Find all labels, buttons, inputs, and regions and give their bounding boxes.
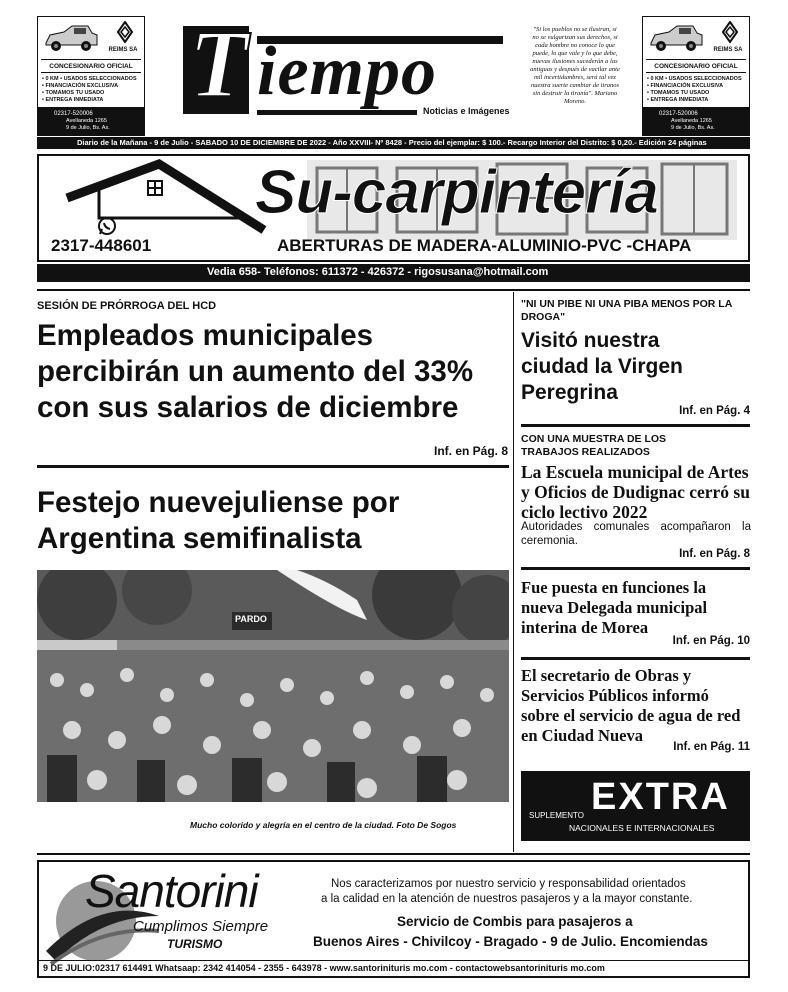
photo-caption: Mucho colorido y alegría en el centro de la ciudad. Foto De Sogos [190,820,457,830]
photo-sign: PARDO [235,614,267,624]
main-kicker: SESIÓN DE PRÓRROGA DEL HCD [37,300,217,312]
extra-title: EXTRA [591,776,730,818]
sidebar-dek: Autoridades comunales acompañaron la ceremonia. [521,521,751,547]
renault-logo-icon [722,21,738,43]
dealer-item: • FINANCIACIÓN EXCLUSIVA [647,83,724,89]
dealer-phone: 02317-520006 [659,111,698,117]
dealer-title: CONCESIONARIO OFICIAL [654,63,738,70]
dealer-item: • 0 KM • USADOS SELECCIONADOS [42,76,137,82]
dealer-brand: REIMS SA [713,47,743,53]
santorini-ad [37,860,750,978]
main-ref[interactable]: Inf. en Pág. 8 [433,444,508,458]
masthead-bar-bottom [257,110,417,115]
sidebar-headline[interactable]: Visitó nuestra ciudad la Virgen Peregrina [521,329,683,404]
dealer-item: • TOMAMOS TU USADO [42,90,105,96]
extra-supplement-box[interactable] [521,771,750,841]
dateline-bar [37,137,750,149]
carpinteria-tagline: ABERTURAS DE MADERA-ALUMINIO-PVC -CHAPA [277,236,692,255]
rule [37,465,509,468]
dealer-ad-right [642,16,750,136]
carpinteria-phone: 2317-448601 [51,236,152,255]
dateline: Diario de la Mañana - 9 de Julio - SABADO 10 DE DICIEMBRE DE 2022 - Año XXVIII- Nº 8428 - Precio del ejemplar: $ 100.- Recargo Interior del Distrito: $ 0,20.- Edición 24 páginas [77,138,707,147]
dealer-address: Avellaneda 1265 [671,118,712,124]
rule [521,424,750,427]
masthead-quote: "Si los pueblos no se ilustran, si no se vulgarizan sus derechos, si cada hombre no conoce lo que puede, lo que vale y lo que debe, nuevas ilusiones sucederán a las antiguas y después de vacilar ante mil incertidumbres, será tal vez nuestra suerte cambiar de tiranos sin destruir la tiranía". Mariano Moreno. [530,26,620,105]
dealer-item: • 0 KM • USADOS SELECCIONADOS [647,76,742,82]
santorini-slogan: Cumplimos Siempre [133,918,269,935]
extra-pre: SUPLEMENTO [529,811,584,820]
sidebar-kicker: "NI UN PIBE NI UNA PIBA MENOS POR LA DROGA" [521,298,732,323]
santorini-line1: Nos caracterizamos por nuestro servicio y responsabilidad orientados [331,878,686,890]
masthead [183,10,513,128]
dealer-city: 9 de Julio, Bs. As. [671,125,715,131]
rule [37,853,750,855]
carpinteria-contact-bar [37,264,750,282]
dealer-phone: 02317-520006 [54,111,93,117]
pickup-truck-image [647,23,705,55]
santorini-service: Servicio de Combis para pasajeros a [397,914,633,929]
sidebar-kicker: CON UNA MUESTRA DE LOS TRABAJOS REALIZADOS [521,433,667,458]
dealer-ad-left [37,16,145,136]
sidebar-ref[interactable]: Inf. en Pág. 4 [679,405,750,417]
masthead-title-first: T [189,10,248,117]
column-divider [513,292,514,852]
rule [521,567,750,570]
extra-sub: NACIONALES E INTERNACIONALES [569,823,715,833]
dealer-address: Avellaneda 1265 [66,118,107,124]
masthead-subtitle: Noticias e Imágenes [423,106,510,116]
santorini-routes: Buenos Aires - Chivilcoy - Bragado - 9 de Julio. Encomiendas [313,934,708,949]
second-headline[interactable]: Festejo nuevejuliense por Argentina semifinalista [37,486,400,555]
dealer-contact-strip [643,107,749,135]
santorini-footer: 9 DE JULIO:02317 614491 Whatsaap: 2342 414054 - 2355 - 643978 - www.santorinituris mo.com - contactowebsantorinituris mo.com [43,963,605,973]
pickup-truck-image [42,23,100,55]
carpinteria-contact: Vedia 658- Teléfonos: 611372 - 426372 - rigosusana@hotmail.com [207,266,549,278]
sidebar-headline[interactable]: Fue puesta en funciones la nueva Delegada municipal interina de Morea [521,578,708,637]
sidebar-ref[interactable]: Inf. en Pág. 8 [679,548,750,560]
sidebar-ref[interactable]: Inf. en Pág. 10 [672,635,750,647]
dealer-brand: REIMS SA [108,47,138,53]
dealer-city: 9 de Julio, Bs. As. [66,125,110,131]
rule [37,289,750,291]
carpinteria-name: Su-carpintería [255,158,658,227]
celebration-photo[interactable] [37,570,509,802]
carpinteria-ad [37,154,750,284]
dealer-item: • FINANCIACIÓN EXCLUSIVA [42,83,119,89]
sidebar-headline[interactable]: La Escuela municipal de Artes y Oficios de Dudignac cerró su ciclo lectivo 2022 [521,462,750,522]
whatsapp-icon [97,216,117,236]
sidebar-headline[interactable]: El secretario de Obras y Servicios Públicos informó sobre el servicio de agua de red en Ciudad Nueva [521,666,741,745]
dealer-item: • TOMAMOS TU USADO [647,90,710,96]
house-roof-icon [59,158,269,238]
dealer-item: • ENTREGA INMEDIATA [647,97,709,103]
rule [521,657,750,660]
main-headline[interactable]: Empleados municipales percibirán un aumento del 33% con sus salarios de diciembre [37,319,474,424]
dealer-title: CONCESIONARIO OFICIAL [49,63,133,70]
dealer-contact-strip [38,107,144,135]
renault-logo-icon [117,21,133,43]
masthead-title-rest: iempo [257,33,437,110]
santorini-line2: a la calidad en la atención de nuestros pasajeros y a la mayor constante. [321,893,693,905]
santorini-type: TURISMO [167,937,223,951]
sidebar-ref[interactable]: Inf. en Pág. 11 [673,741,750,753]
santorini-name: Santorini [85,865,258,917]
dealer-item: • ENTREGA INMEDIATA [42,97,104,103]
